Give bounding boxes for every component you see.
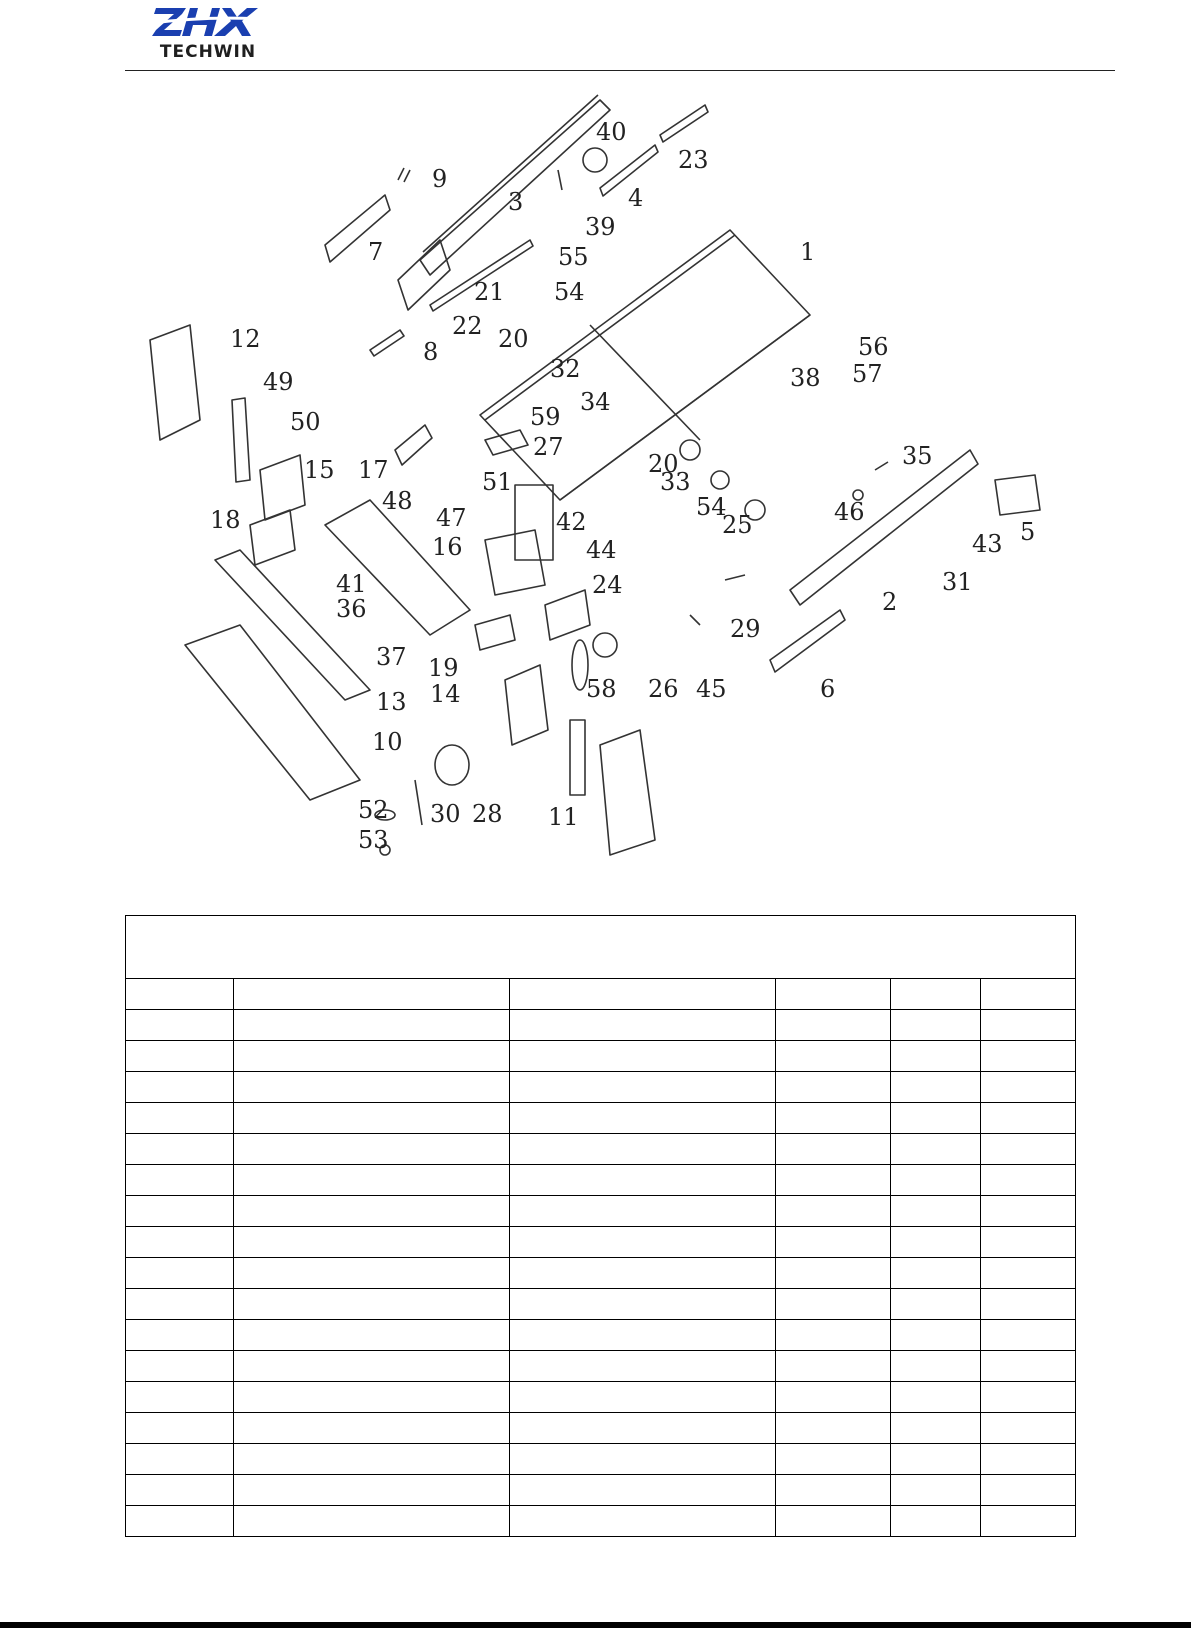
table-cell — [126, 1041, 234, 1072]
table-row — [126, 1320, 1076, 1351]
table-cell — [891, 979, 981, 1010]
table-cell — [234, 1103, 510, 1134]
table-cell — [510, 1134, 776, 1165]
table-cell — [981, 1289, 1076, 1320]
table-cell — [234, 1289, 510, 1320]
table-cell — [126, 1010, 234, 1041]
table-row — [126, 979, 1076, 1010]
callout-label: 46 — [834, 498, 865, 526]
part-30 — [415, 780, 422, 825]
table-cell — [891, 1041, 981, 1072]
table-cell — [981, 1382, 1076, 1413]
table-row — [126, 1165, 1076, 1196]
table-cell — [891, 1506, 981, 1537]
table-cell — [510, 1382, 776, 1413]
callout-label: 26 — [648, 675, 679, 703]
table-cell — [234, 1134, 510, 1165]
callout-label: 47 — [436, 504, 467, 532]
table-row — [126, 1444, 1076, 1475]
table-cell — [891, 1010, 981, 1041]
table-cell — [126, 1072, 234, 1103]
table-cell — [981, 1041, 1076, 1072]
table-cell — [981, 1196, 1076, 1227]
callout-label: 23 — [678, 146, 709, 174]
table-cell — [891, 1103, 981, 1134]
part-40 — [583, 148, 607, 172]
callout-label: 50 — [290, 408, 321, 436]
table-row — [126, 1134, 1076, 1165]
table-cell — [891, 1413, 981, 1444]
table-cell — [126, 1506, 234, 1537]
callout-label: 14 — [430, 680, 461, 708]
table-cell — [126, 1413, 234, 1444]
table-row — [126, 1010, 1076, 1041]
table-cell — [776, 1227, 891, 1258]
table-cell — [234, 1072, 510, 1103]
callout-label: 20 — [648, 450, 679, 478]
table-cell — [776, 1320, 891, 1351]
table-cell — [510, 1041, 776, 1072]
callout-label: 59 — [530, 403, 561, 431]
callout-label: 40 — [596, 118, 627, 146]
zhx-logo-icon — [152, 6, 262, 38]
callout-label: 45 — [696, 675, 727, 703]
table-cell — [891, 1258, 981, 1289]
table-cell — [234, 1320, 510, 1351]
table-row — [126, 1289, 1076, 1320]
callout-label: 4 — [628, 184, 644, 212]
table-cell — [891, 1444, 981, 1475]
table-cell — [126, 1134, 234, 1165]
table-cell — [891, 1072, 981, 1103]
table-cell — [510, 1506, 776, 1537]
table-cell — [510, 1258, 776, 1289]
table-cell — [981, 1506, 1076, 1537]
table-cell — [776, 1351, 891, 1382]
part-45 — [690, 615, 700, 625]
part-28 — [435, 745, 469, 785]
table-cell — [234, 1010, 510, 1041]
company-logo — [148, 6, 268, 64]
table-cell — [776, 1103, 891, 1134]
table-cell — [981, 979, 1076, 1010]
callout-label: 42 — [556, 508, 587, 536]
table-cell — [981, 1134, 1076, 1165]
table-row — [126, 1103, 1076, 1134]
table-row — [126, 1041, 1076, 1072]
part-6 — [770, 610, 845, 672]
table-cell — [234, 1258, 510, 1289]
callout-label: 52 — [358, 796, 389, 824]
callout-label: 19 — [428, 654, 459, 682]
table-cell — [126, 1351, 234, 1382]
callout-label: 53 — [358, 826, 389, 854]
part-49-50 — [232, 398, 250, 482]
callout-label: 30 — [430, 800, 461, 828]
callout-label: 28 — [472, 800, 503, 828]
table-cell — [981, 1227, 1076, 1258]
table-cell — [126, 1165, 234, 1196]
part-12 — [150, 325, 200, 440]
table-cell — [510, 1475, 776, 1506]
part-17 — [395, 425, 432, 465]
exploded-parts-drawing — [140, 80, 1100, 890]
callout-label: 35 — [902, 442, 933, 470]
callout-label: 33 — [660, 468, 691, 496]
callout-label: 38 — [790, 364, 821, 392]
table-cell — [776, 1072, 891, 1103]
part-35 — [875, 462, 888, 470]
part-5 — [995, 475, 1040, 515]
table-cell — [126, 1444, 234, 1475]
table-cell — [981, 1351, 1076, 1382]
callout-label: 11 — [548, 803, 579, 831]
table-cell — [510, 1351, 776, 1382]
table-cell — [981, 1072, 1076, 1103]
callout-label: 17 — [358, 456, 389, 484]
table-cell — [510, 1010, 776, 1041]
callout-label: 54 — [696, 493, 727, 521]
table-cell — [126, 979, 234, 1010]
table-cell — [981, 1103, 1076, 1134]
table-cell — [776, 1165, 891, 1196]
header-divider — [125, 70, 1115, 71]
table-cell — [234, 1165, 510, 1196]
table-row — [126, 1475, 1076, 1506]
part-24 — [545, 590, 590, 640]
table-cell — [981, 1320, 1076, 1351]
table-cell — [126, 1196, 234, 1227]
table-cell — [234, 1444, 510, 1475]
table-cell — [510, 1413, 776, 1444]
table-cell — [776, 1134, 891, 1165]
callout-label: 54 — [554, 278, 585, 306]
callout-label: 51 — [482, 468, 513, 496]
table-cell — [510, 1320, 776, 1351]
table-cell — [234, 1227, 510, 1258]
callout-label: 44 — [586, 536, 617, 564]
table-cell — [510, 1165, 776, 1196]
table-cell — [776, 1475, 891, 1506]
part-18 — [250, 510, 295, 565]
table-cell — [234, 1382, 510, 1413]
callout-label: 1 — [800, 238, 816, 266]
callout-label: 27 — [533, 433, 564, 461]
callout-label: 24 — [592, 571, 623, 599]
part-11-cylinder — [570, 720, 585, 795]
callout-label: 6 — [820, 675, 836, 703]
table-row — [126, 1072, 1076, 1103]
callout-label: 12 — [230, 325, 261, 353]
table-cell — [234, 979, 510, 1010]
part-29 — [725, 575, 745, 580]
table-row — [126, 1506, 1076, 1537]
table-cell — [981, 1413, 1076, 1444]
table-row — [126, 1227, 1076, 1258]
table-cell — [981, 1010, 1076, 1041]
table-cell — [891, 1382, 981, 1413]
table-cell — [234, 1475, 510, 1506]
table-cell — [776, 1289, 891, 1320]
callout-label: 48 — [382, 487, 413, 515]
table-row — [126, 1196, 1076, 1227]
callout-label: 16 — [432, 533, 463, 561]
callout-label: 56 — [858, 333, 889, 361]
table-cell — [126, 1320, 234, 1351]
table-cell — [126, 1289, 234, 1320]
table-cell — [510, 1103, 776, 1134]
callout-label: 3 — [508, 188, 524, 216]
table-cell — [891, 1165, 981, 1196]
callout-label: 39 — [585, 213, 616, 241]
callout-label: 29 — [730, 615, 761, 643]
callout-label: 20 — [498, 325, 529, 353]
callout-label: 8 — [423, 338, 439, 366]
table-cell — [981, 1444, 1076, 1475]
callout-label: 7 — [368, 238, 384, 266]
table-cell — [776, 1010, 891, 1041]
table-cell — [891, 1289, 981, 1320]
callout-label: 31 — [942, 568, 973, 596]
callout-label: 57 — [852, 360, 883, 388]
table-cell — [776, 1196, 891, 1227]
callout-label: 55 — [558, 243, 589, 271]
part-19 — [475, 615, 515, 650]
table-title-row — [126, 916, 1076, 979]
callout-label: 25 — [722, 511, 753, 539]
callout-label: 15 — [304, 456, 335, 484]
page-header — [0, 0, 1191, 72]
callout-label: 37 — [376, 643, 407, 671]
table-cell — [126, 1475, 234, 1506]
table-cell — [510, 1227, 776, 1258]
table-cell — [510, 1196, 776, 1227]
part-42 — [515, 485, 553, 560]
part-23 — [660, 105, 708, 142]
table-cell — [776, 1444, 891, 1475]
callout-label: 58 — [586, 675, 617, 703]
table-cell — [776, 1041, 891, 1072]
callout-label: 32 — [550, 355, 581, 383]
table-cell — [234, 1196, 510, 1227]
callout-label: 43 — [972, 530, 1003, 558]
callout-label: 18 — [210, 506, 241, 534]
table-cell — [981, 1258, 1076, 1289]
table-cell — [981, 1475, 1076, 1506]
table-cell — [776, 1382, 891, 1413]
callout-label: 34 — [580, 388, 611, 416]
part-54 — [711, 471, 729, 489]
table-cell — [234, 1413, 510, 1444]
table-cell — [126, 1103, 234, 1134]
table-cell — [891, 1134, 981, 1165]
callout-label: 5 — [1020, 518, 1036, 546]
callout-label: 41 — [336, 570, 367, 598]
table-row — [126, 1351, 1076, 1382]
table-cell — [126, 1382, 234, 1413]
table-cell — [510, 1072, 776, 1103]
part-26 — [593, 633, 617, 657]
table-cell — [891, 1475, 981, 1506]
table-cell — [776, 1258, 891, 1289]
callout-labels — [210, 118, 1035, 854]
part-14 — [505, 665, 548, 745]
callout-label: 49 — [263, 368, 294, 396]
callout-label: 10 — [372, 728, 403, 756]
table-cell — [981, 1165, 1076, 1196]
table-cell — [776, 1413, 891, 1444]
callout-label: 2 — [882, 588, 898, 616]
table-cell — [891, 1351, 981, 1382]
table-cell — [510, 1444, 776, 1475]
table-title — [126, 916, 1076, 979]
parts-list-table — [125, 915, 1076, 1537]
table-cell — [126, 1258, 234, 1289]
table-cell — [126, 1227, 234, 1258]
table-cell — [891, 1227, 981, 1258]
table-cell — [234, 1351, 510, 1382]
callout-label: 13 — [376, 688, 407, 716]
table-row — [126, 1413, 1076, 1444]
table-cell — [776, 1506, 891, 1537]
table-cell — [234, 1506, 510, 1537]
callout-label: 9 — [432, 165, 448, 193]
part-frame — [480, 230, 810, 500]
table-row — [126, 1258, 1076, 1289]
table-cell — [891, 1320, 981, 1351]
table-row — [126, 1382, 1076, 1413]
callout-label: 21 — [474, 278, 505, 306]
table-cell — [891, 1196, 981, 1227]
table-cell — [510, 1289, 776, 1320]
part-8 — [370, 330, 404, 356]
footer-divider — [0, 1622, 1191, 1628]
part-33 — [680, 440, 700, 460]
callout-label: 36 — [336, 595, 367, 623]
table-cell — [234, 1041, 510, 1072]
part-11 — [600, 730, 655, 855]
part-15 — [260, 455, 305, 520]
table-cell — [776, 979, 891, 1010]
table-cell — [510, 979, 776, 1010]
callout-label: 22 — [452, 312, 483, 340]
logo-wordmark: TECHWIN — [159, 42, 257, 62]
